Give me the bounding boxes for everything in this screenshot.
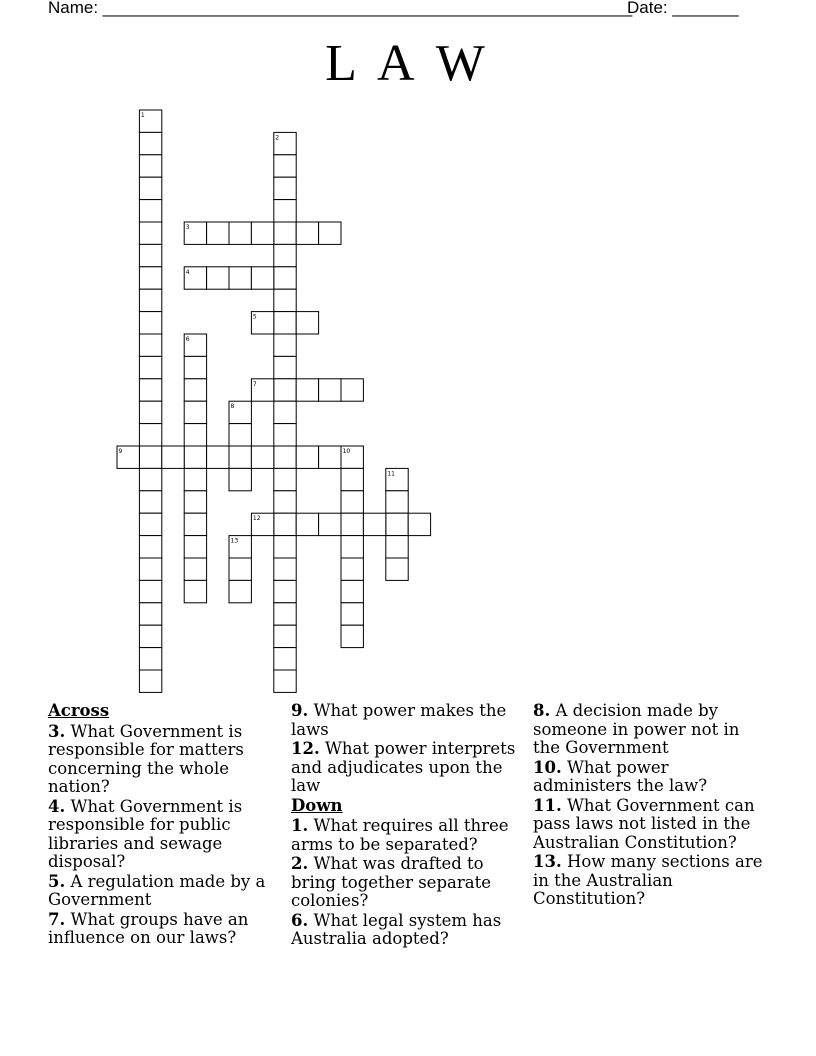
grid-cell[interactable] (139, 648, 161, 670)
grid-cell[interactable] (139, 603, 161, 625)
across-heading: Across (48, 701, 110, 720)
grid-cell[interactable] (139, 379, 161, 401)
grid-cell[interactable] (184, 424, 206, 446)
grid-cell[interactable] (139, 625, 161, 647)
clue-across-3 (48, 723, 280, 797)
grid-cell[interactable] (274, 267, 296, 289)
grid-cell[interactable] (184, 379, 206, 401)
grid-cell[interactable] (274, 356, 296, 378)
grid-cell[interactable] (274, 513, 296, 535)
clue-text: What power administers the law? (533, 757, 708, 795)
grid-cell[interactable] (139, 356, 161, 378)
grid-cell[interactable] (363, 513, 385, 535)
clue-down-11 (533, 797, 765, 853)
clue-down-6 (291, 912, 523, 949)
grid-cell[interactable] (274, 334, 296, 356)
grid-cell[interactable] (139, 558, 161, 580)
grid-cell[interactable] (274, 603, 296, 625)
clue-text: A decision made by someone in power not in the Government (533, 701, 740, 757)
clue-column-1 (48, 702, 280, 949)
grid-cell[interactable] (274, 670, 296, 692)
grid-number: 11 (387, 470, 395, 478)
grid-number: 1 (140, 112, 145, 119)
clue-number: 11. (533, 795, 562, 815)
clue-number: 13. (533, 852, 562, 871)
grid-number: 13 (230, 537, 239, 545)
grid-cell[interactable] (139, 334, 161, 356)
clue-across-12 (291, 740, 523, 796)
clue-text: What requires all three arms to be separated? (291, 816, 509, 854)
grid-cell[interactable] (274, 379, 296, 401)
grid-cell[interactable] (139, 580, 161, 602)
grid-cell[interactable] (274, 558, 296, 580)
grid-cell[interactable] (139, 446, 161, 468)
clue-text: What legal system has Australia adopted? (291, 910, 502, 948)
grid-cell[interactable] (139, 177, 161, 199)
clue-number: 9. (291, 701, 309, 720)
clue-text: How many sections are in the Australian Constitution? (533, 852, 763, 908)
clue-number: 12. (291, 739, 320, 758)
grid-cell[interactable] (274, 312, 296, 334)
clue-number: 4. (48, 796, 66, 816)
grid-cell[interactable] (341, 468, 363, 490)
grid-cell[interactable] (296, 446, 318, 468)
grid-cell[interactable] (341, 379, 363, 401)
grid-cell[interactable] (139, 424, 161, 446)
date-field-label: Date: _______ (627, 0, 739, 17)
grid-cell[interactable] (139, 244, 161, 266)
grid-cell[interactable] (274, 580, 296, 602)
grid-cell[interactable] (274, 200, 296, 222)
clue-text: What Government is responsible for public libraries and sewage disposal? (48, 796, 243, 871)
grid-number: 6 (185, 336, 190, 343)
grid-cell[interactable] (207, 222, 229, 244)
grid-cell[interactable] (274, 648, 296, 670)
clue-down-10 (533, 759, 765, 796)
grid-cell[interactable] (274, 244, 296, 266)
grid-cell[interactable] (139, 491, 161, 513)
grid-cell[interactable] (162, 446, 184, 468)
clue-text: A regulation made by a Government (48, 871, 266, 909)
clue-number: 10. (533, 757, 562, 777)
grid-cell[interactable] (386, 491, 408, 513)
down-heading: Down (291, 795, 343, 815)
grid-cell[interactable] (139, 289, 161, 311)
grid-cell[interactable] (341, 603, 363, 625)
grid-cell[interactable] (341, 558, 363, 580)
grid-cell[interactable] (341, 491, 363, 513)
grid-cell[interactable] (274, 625, 296, 647)
grid-cell[interactable] (274, 536, 296, 558)
clue-text: What power makes the laws (291, 701, 507, 739)
grid-cell[interactable] (319, 446, 341, 468)
grid-cell[interactable] (207, 267, 229, 289)
name-field-label: Name: ________________________________________________________ (48, 0, 633, 17)
clue-across-5 (48, 873, 280, 910)
grid-cell[interactable] (184, 356, 206, 378)
grid-cell[interactable] (296, 513, 318, 535)
grid-cell[interactable] (386, 558, 408, 580)
grid-cell[interactable] (184, 513, 206, 535)
grid-cell[interactable] (274, 491, 296, 513)
grid-number: 9 (118, 448, 123, 455)
grid-number: 10 (342, 448, 351, 455)
clue-text: What power interprets and adjudicates upon the law (291, 739, 516, 795)
grid-cell[interactable] (274, 177, 296, 199)
clue-column-3 (533, 702, 765, 910)
grid-cell[interactable] (274, 468, 296, 490)
grid-cell[interactable] (274, 222, 296, 244)
grid-number: 8 (230, 403, 235, 411)
grid-cell[interactable] (139, 401, 161, 423)
clue-number: 7. (48, 909, 66, 929)
grid-number: 3 (185, 224, 190, 231)
clue-number: 1. (291, 816, 309, 835)
grid-cell[interactable] (139, 468, 161, 490)
grid-cell[interactable] (341, 625, 363, 647)
grid-cell[interactable] (139, 513, 161, 535)
grid-cell[interactable] (139, 267, 161, 289)
grid-cell[interactable] (319, 379, 341, 401)
grid-cell[interactable] (139, 670, 161, 692)
grid-cell[interactable] (139, 200, 161, 222)
grid-number: 5 (252, 313, 257, 321)
grid-cell[interactable] (319, 222, 341, 244)
clue-number: 6. (291, 910, 309, 930)
grid-cell[interactable] (341, 580, 363, 602)
clue-across-7 (48, 911, 280, 948)
clue-text: What groups have an influence on our laws? (48, 909, 249, 947)
grid-cell[interactable] (296, 222, 318, 244)
grid-cell[interactable] (229, 446, 251, 468)
grid-cell[interactable] (386, 513, 408, 535)
clue-text: What was drafted to bring together separate colonies? (291, 854, 491, 910)
grid-cell[interactable] (319, 513, 341, 535)
grid-cell[interactable] (408, 513, 430, 535)
clue-text: What Government can pass laws not listed in the Australian Constitution? (533, 795, 755, 852)
clue-across-9 (291, 702, 523, 739)
grid-cell[interactable] (274, 424, 296, 446)
grid-cell[interactable] (229, 267, 251, 289)
grid-cell[interactable] (274, 155, 296, 177)
clue-across-4 (48, 798, 280, 872)
grid-cell[interactable] (207, 446, 229, 468)
grid-number: 7 (252, 380, 257, 388)
grid-cell[interactable] (274, 446, 296, 468)
grid-cell[interactable] (386, 536, 408, 558)
grid-cell[interactable] (184, 536, 206, 558)
grid-cell[interactable] (341, 536, 363, 558)
grid-cell[interactable] (296, 379, 318, 401)
grid-cell[interactable] (229, 468, 251, 490)
grid-cell[interactable] (184, 558, 206, 580)
clue-number: 2. (291, 854, 309, 873)
clue-down-8 (533, 702, 765, 758)
grid-cell[interactable] (341, 513, 363, 535)
page-title: L A W (325, 35, 491, 92)
grid-cell[interactable] (184, 468, 206, 490)
clue-number: 8. (533, 701, 551, 720)
clue-column-2 (291, 702, 523, 950)
grid-cell[interactable] (184, 446, 206, 468)
grid-cell[interactable] (229, 558, 251, 580)
grid-cell[interactable] (229, 222, 251, 244)
grid-number: 4 (185, 268, 190, 276)
clue-down-13 (533, 853, 765, 909)
grid-cell[interactable] (274, 401, 296, 423)
grid-cell[interactable] (251, 222, 273, 244)
grid-cell[interactable] (184, 401, 206, 423)
clue-number: 3. (48, 721, 66, 741)
grid-cell[interactable] (139, 132, 161, 154)
clue-down-1 (291, 817, 523, 854)
grid-cell[interactable] (184, 491, 206, 513)
grid-cell[interactable] (296, 312, 318, 334)
grid-cell[interactable] (274, 289, 296, 311)
clue-text: What Government is responsible for matters concerning the whole nation? (48, 721, 244, 796)
grid-cell[interactable] (184, 580, 206, 602)
grid-number: 12 (252, 515, 261, 523)
clue-down-2 (291, 855, 523, 911)
grid-cell[interactable] (229, 424, 251, 446)
grid-cell[interactable] (229, 580, 251, 602)
grid-cell[interactable] (139, 222, 161, 244)
grid-cell[interactable] (139, 312, 161, 334)
grid-cell[interactable] (251, 446, 273, 468)
grid-cell[interactable] (251, 267, 273, 289)
clue-number: 5. (48, 871, 66, 891)
grid-cell[interactable] (139, 536, 161, 558)
grid-number: 2 (275, 134, 280, 142)
grid-cell[interactable] (139, 155, 161, 177)
